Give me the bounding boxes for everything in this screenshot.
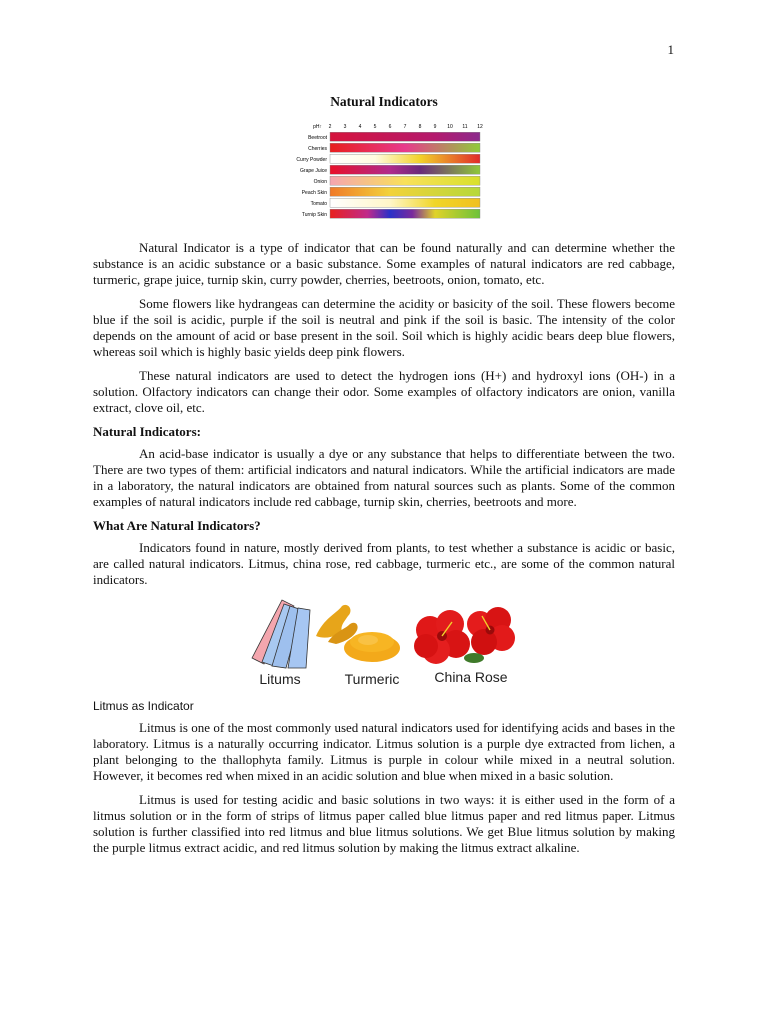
section-heading-natural-indicators: Natural Indicators: [93,424,201,439]
chart-tick-label: 3 [343,124,347,130]
document-body [93,94,675,864]
chart-row-bar [330,154,480,163]
chart-xlabel: pH↑ [313,124,322,130]
chart-tick-label: 9 [433,124,437,130]
chart-row-bar [330,176,480,185]
chart-row-bar [330,209,480,218]
indicator-illustration [244,596,524,688]
turmeric-label: Turmeric [344,671,400,687]
chart-row-bar [330,198,480,207]
page-title: Natural Indicators [330,94,438,109]
chart-row-label: Onion [313,179,327,185]
litmus-paragraph-2: Litmus is used for testing acidic and basic solutions in two ways: it is either used in the form of a litmus solution or in the form of strips of litmus paper called blue litmus paper and red litmus paper. Litmus solution is further classified into red litmus and blue litmus solutions. We get Blue litmus solution by making the purple litmus extract acidic, and red litmus solution by making the litmus extract alkaline. [93,792,675,855]
chart-row-label: Peach Skin [301,190,327,196]
chart-row-bar [330,143,480,152]
ph-indicator-chart [284,120,484,226]
chart-row-label: Cherries [308,146,327,152]
china-rose-label: China Rose [434,669,508,685]
chart-tick-label: 7 [403,124,407,130]
litmus-subheading: Litmus as Indicator [93,699,194,713]
acid-base-paragraph: An acid-base indicator is usually a dye or any substance that helps to differentiate between the two. There are two types of them: artificial indicators and natural indicators. While the artificial indicators are made in a laboratory, the natural indicators are obtained from natural sources such as plants. Some of the common examples of natural indicators include red cabbage, turnip skin, cherries, beetroots and more. [93,446,675,509]
china-rose-image [414,607,515,664]
intro-paragraph: Natural Indicator is a type of indicator that can be found naturally and can determine whether the substance is an acidic substance or a basic substance. Some examples of natural indicators are red cabbage, turmeric, grape juice, turnip skin, curry powder, cherries, beetroots, onion, tomato, etc. [93,240,675,287]
chart-tick-label: 12 [477,124,483,130]
litmus-paragraph-1: Litmus is one of the most commonly used natural indicators used for identifying acids and bases in the laboratory. Litmus is a naturally occurring indicator. Litmus solution is a purple dye extracted from lichen, a plant belonging to the thallophyta family. Litmus is purple in colour while mixed in a neutral solution. However, it becomes red when mixed in an acidic solution and blue when mixed in a basic solution. [93,720,675,783]
chart-row-bar [330,187,480,196]
litmus-label: Litums [259,671,301,687]
chart-row-label: Tomato [310,201,327,207]
chart-tick-label: 4 [358,124,362,130]
chart-tick-label: 6 [388,124,392,130]
chart-row-bar [330,165,480,174]
definition-paragraph: Indicators found in nature, mostly derived from plants, to test whether a substance is acidic or basic, are called natural indicators. Litmus, china rose, red cabbage, turmeric etc., are some of the common natural indicators. [93,540,675,587]
chart-tick-label: 5 [373,124,377,130]
hydrangea-paragraph: Some flowers like hydrangeas can determine the acidity or basicity of the soil. These flowers become blue if the soil is acidic, purple if the soil is neutral and pink if the soil is basic. The intensity of the color depends on the amount of acid or base present in the soil. Soil which is highly acidic bears deep blue flowers, whereas soil which is highly basic yields deep pink flowers. [93,296,675,359]
chart-row-label: Grape Juice [300,168,327,174]
chart-row-bar [330,132,480,141]
chart-tick-label: 2 [328,124,332,130]
chart-row-label: Curry Powder [296,157,327,163]
turmeric-image [316,605,400,662]
litmus-strips-image [252,600,310,668]
chart-tick-label: 10 [447,124,453,130]
chart-row-label: Beetroot [308,135,327,141]
page-number: 1 [667,42,674,57]
olfactory-paragraph: These natural indicators are used to detect the hydrogen ions (H+) and hydroxyl ions (OH-) in a solution. Olfactory indicators can change their odor. Some examples of olfactory indicators are onion, vanilla extract, clove oil, etc. [93,368,675,415]
section-heading-what-are: What Are Natural Indicators? [93,518,261,533]
chart-row-label: Turnip Skin [301,212,327,218]
chart-tick-label: 8 [418,124,422,130]
chart-tick-label: 11 [462,124,468,130]
